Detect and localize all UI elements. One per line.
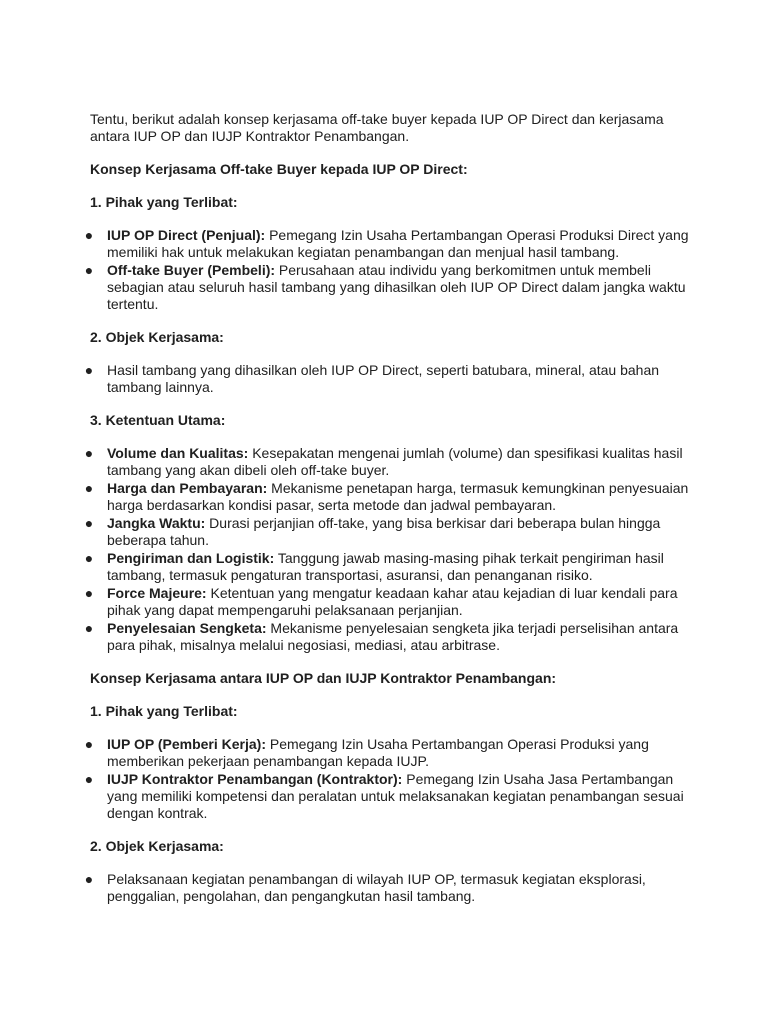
bullet-icon: ● [84,620,94,636]
item-term: Jangka Waktu: [107,515,206,531]
section1-terms-heading: 3. Ketentuan Utama: [90,412,226,428]
intro-paragraph: Tentu, berikut adalah konsep kerjasama off-take buyer kepada IUP OP Direct dan kerjasama antara IUP OP dan IUJP Kontraktor Penambangan. [90,111,664,144]
section2-parties-heading: 1. Pihak yang Terlibat: [90,703,238,719]
item-text: Mekanisme penyelesaian sengketa jika terjadi perselisihan antara para pihak, misalnya melalui negosiasi, mediasi, atau arbitrase. [107,620,679,653]
item-text: Pelaksanaan kegiatan penambangan di wilayah IUP OP, termasuk kegiatan eksplorasi, penggalian, pengolahan, dan pengangkutan hasil tambang. [107,871,646,904]
item-text: Mekanisme penetapan harga, termasuk kemungkinan penyesuaian harga berdasarkan kondisi pasar, serta metode dan jadwal pembayaran. [107,480,689,513]
list-item [84,771,690,822]
list-item [84,585,690,619]
section2-title: Konsep Kerjasama antara IUP OP dan IUJP Kontraktor Penambangan: [90,670,557,686]
bullet-icon: ● [84,445,94,461]
list-item [84,550,690,584]
bullet-icon: ● [84,585,94,601]
item-text: Perusahaan atau individu yang berkomitmen untuk membeli sebagian atau seluruh hasil tambang yang dihasilkan oleh IUP OP Direct dalam jangka waktu tertentu. [107,262,686,312]
item-text: Pemegang Izin Usaha Pertambangan Operasi Produksi yang memberikan pekerjaan penambangan kepada IUJP. [107,736,649,769]
bullet-icon: ● [84,515,94,531]
section2-object-heading: 2. Objek Kerjasama: [90,838,224,854]
item-text: Hasil tambang yang dihasilkan oleh IUP OP Direct, seperti batubara, mineral, atau bahan tambang lainnya. [107,362,660,395]
item-text: Kesepakatan mengenai jumlah (volume) dan spesifikasi kualitas hasil tambang yang akan dibeli oleh off-take buyer. [107,445,683,478]
item-text: Pemegang Izin Usaha Jasa Pertambangan yang memiliki kompetensi dan peralatan untuk melaksanakan kegiatan penambangan sesuai dengan kontrak. [107,771,684,821]
item-term: Off-take Buyer (Pembeli): [107,262,276,278]
section1-title: Konsep Kerjasama Off-take Buyer kepada IUP OP Direct: [90,161,468,177]
section2-object-list [84,871,690,905]
list-item [84,480,690,514]
section1-parties-list [84,227,690,313]
list-item [84,515,690,549]
section2-parties-list [84,736,690,822]
bullet-icon: ● [84,480,94,496]
bullet-icon: ● [84,736,94,752]
list-item [84,871,690,905]
section1-object-list [84,362,690,396]
bullet-icon: ● [84,871,94,887]
item-term: Volume dan Kualitas: [107,445,249,461]
list-item [84,736,690,770]
item-term: Force Majeure: [107,585,207,601]
bullet-icon: ● [84,227,94,243]
item-term: IUP OP Direct (Penjual): [107,227,266,243]
list-item [84,262,690,313]
item-term: Pengiriman dan Logistik: [107,550,275,566]
item-term: IUJP Kontraktor Penambangan (Kontraktor): [107,771,403,787]
bullet-icon: ● [84,262,94,278]
item-text: Pemegang Izin Usaha Pertambangan Operasi Produksi Direct yang memiliki hak untuk melakukan kegiatan penambangan dan menjual hasil tambang. [107,227,689,260]
bullet-icon: ● [84,550,94,566]
bullet-icon: ● [84,771,94,787]
document-page [84,111,690,921]
item-term: Harga dan Pembayaran: [107,480,268,496]
list-item [84,227,690,261]
item-text: Durasi perjanjian off-take, yang bisa berkisar dari beberapa bulan hingga beberapa tahun. [107,515,661,548]
item-term: Penyelesaian Sengketa: [107,620,267,636]
section1-terms-list [84,445,690,654]
list-item [84,445,690,479]
bullet-icon: ● [84,362,94,378]
section1-parties-heading: 1. Pihak yang Terlibat: [90,194,238,210]
list-item [84,620,690,654]
section1-object-heading: 2. Objek Kerjasama: [90,329,224,345]
item-term: IUP OP (Pemberi Kerja): [107,736,266,752]
list-item [84,362,690,396]
item-text: Ketentuan yang mengatur keadaan kahar atau kejadian di luar kendali para pihak yang dapat mempengaruhi pelaksanaan perjanjian. [107,585,678,618]
item-text: Tanggung jawab masing-masing pihak terkait pengiriman hasil tambang, termasuk pengaturan transportasi, asuransi, dan penanganan risiko. [107,550,664,583]
